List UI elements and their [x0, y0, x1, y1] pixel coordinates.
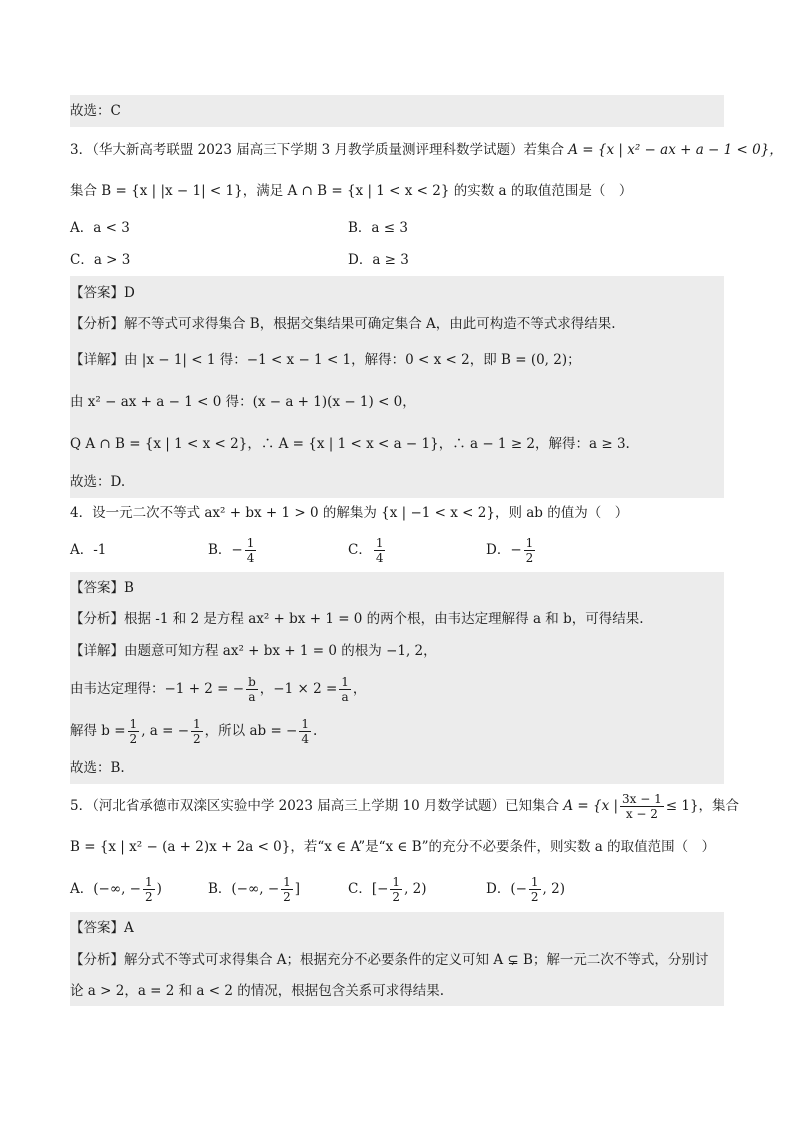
q3-option-a: A．a < 3	[70, 220, 130, 236]
q3-option-d: D．a ≥ 3	[348, 252, 409, 268]
q5-stem-line1: 5．（河北省承德市双滦区实验中学 2023 届高三上学期 10 月数学试题）已知集合 A = {x | $\frac{3x - 1}{x - 2}$ ≤ 1}，集合	[70, 792, 740, 821]
q5-stem-line2: B = {x | x² − (a + 2)x + 2a < 0}，若“x ∈ A”是“x ∈ B”的充分不必要条件，则实数 a 的取值范围（ ）	[70, 839, 716, 855]
q4-fraction-ab-value: $\frac{1}{4}$	[301, 717, 309, 746]
q4-fraction-1-over-a: $\frac{1}{a}$	[341, 675, 349, 704]
q5-option-a-fraction: $\frac{1}{2}$	[144, 875, 153, 904]
q5-set-a-fraction: $\frac{3x - 1}{x - 2}$	[622, 792, 662, 821]
q4-stem: 4．设一元二次不等式 ax² + bx + 1 > 0 的解集为 {x | −1 < x < 2}，则 ab 的值为（ ）	[70, 505, 629, 521]
q3-stem-line1: 3．（华大新高考联盟 2023 届高三下学期 3 月教学质量测评理科数学试题）若集合 A = {x | x² − ax + a − 1 < 0}，	[70, 142, 783, 158]
q4-option-d-fraction: $\frac{1}{2}$	[525, 536, 534, 565]
q4-option-b-fraction: $\frac{1}{4}$	[246, 536, 255, 565]
q4-option-a: A．-1	[70, 542, 107, 558]
q4-detail-1: 【详解】由题意可知方程 ax² + bx + 1 = 0 的根为 −1, 2，	[70, 643, 437, 659]
q3-answer: 【答案】D	[70, 285, 135, 301]
q3-stem-line2: 集合 B = {x | |x − 1| < 1}，满足 A ∩ B = {x | 1 < x < 2} 的实数 a 的取值范围是（ ）	[70, 183, 633, 199]
q4-detail-2: 由韦达定理得：−1 + 2 = − $\frac{b}{a}$ ，−1 × 2 = $\frac{1}{a}$ ，	[70, 675, 367, 704]
q5-option-c-fraction: $\frac{1}{2}$	[392, 875, 401, 904]
q3-option-c: C．a > 3	[70, 252, 131, 268]
q5-option-b-fraction: $\frac{1}{2}$	[283, 875, 291, 904]
q5-option-d-fraction: $\frac{1}{2}$	[530, 875, 539, 904]
q5-option-d: D．(− $\frac{1}{2}$ , 2)	[486, 875, 565, 904]
q4-detail-3: 解得 b = $\frac{1}{2}$ , a = − $\frac{1}{2}$ ，所以 ab = − $\frac{1}{4}$ .	[70, 717, 318, 746]
q5-answer: 【答案】A	[70, 920, 134, 936]
q3-choose: 故选：D.	[70, 474, 126, 490]
q3-detail-2: 由 x² − ax + a − 1 < 0 得：(x − a + 1)(x − 1) < 0，	[70, 394, 416, 410]
q5-option-c: C．[− $\frac{1}{2}$ , 2)	[348, 875, 427, 904]
q4-option-d: D．− $\frac{1}{2}$	[486, 536, 534, 565]
q4-choose: 故选：B.	[70, 760, 125, 776]
q4-option-b: B．− $\frac{1}{4}$	[208, 536, 255, 565]
q2-choose: 故选：C	[70, 103, 121, 119]
q3-detail-1: 【详解】由 |x − 1| < 1 得：−1 < x − 1 < 1，解得：0 < x < 2，即 B = (0, 2)；	[70, 352, 581, 368]
q5-analysis-1: 【分析】解分式不等式可求得集合 A；根据充分不必要条件的定义可知 A ⊊ B；解一元二次不等式，分别讨	[70, 952, 709, 968]
q5-option-b: B．(−∞, − $\frac{1}{2}$ ]	[208, 875, 301, 904]
q4-option-c: C． $\frac{1}{4}$	[348, 536, 384, 565]
q3-analysis: 【分析】解不等式可求得集合 B，根据交集结果可确定集合 A，由此可构造不等式求得结果.	[70, 316, 616, 332]
q4-option-c-fraction: $\frac{1}{4}$	[375, 536, 384, 565]
q4-analysis: 【分析】根据 -1 和 2 是方程 ax² + bx + 1 = 0 的两个根，由韦达定理解得 a 和 b，可得结果.	[70, 611, 644, 627]
q4-fraction-b-value: $\frac{1}{2}$	[129, 717, 138, 746]
q3-solution-band	[70, 276, 724, 498]
q4-answer: 【答案】B	[70, 580, 134, 596]
q2-solution-band	[70, 95, 724, 127]
q3-option-b: B．a ≤ 3	[348, 220, 408, 236]
q4-fraction-b-over-a: $\frac{b}{a}$	[248, 675, 256, 704]
q5-option-a: A．(−∞, − $\frac{1}{2}$ )	[70, 875, 162, 904]
q3-set-a: A = {x | x² − ax + a − 1 < 0}，	[568, 142, 783, 158]
q3-detail-3: Q A ∩ B = {x | 1 < x < 2}，∴ A = {x | 1 < x < a − 1}，∴ a − 1 ≥ 2，解得：a ≥ 3.	[70, 436, 630, 452]
q4-fraction-a-value: $\frac{1}{2}$	[193, 717, 201, 746]
q5-analysis-2: 论 a > 2，a = 2 和 a < 2 的情况，根据包含关系可求得结果.	[70, 983, 445, 999]
